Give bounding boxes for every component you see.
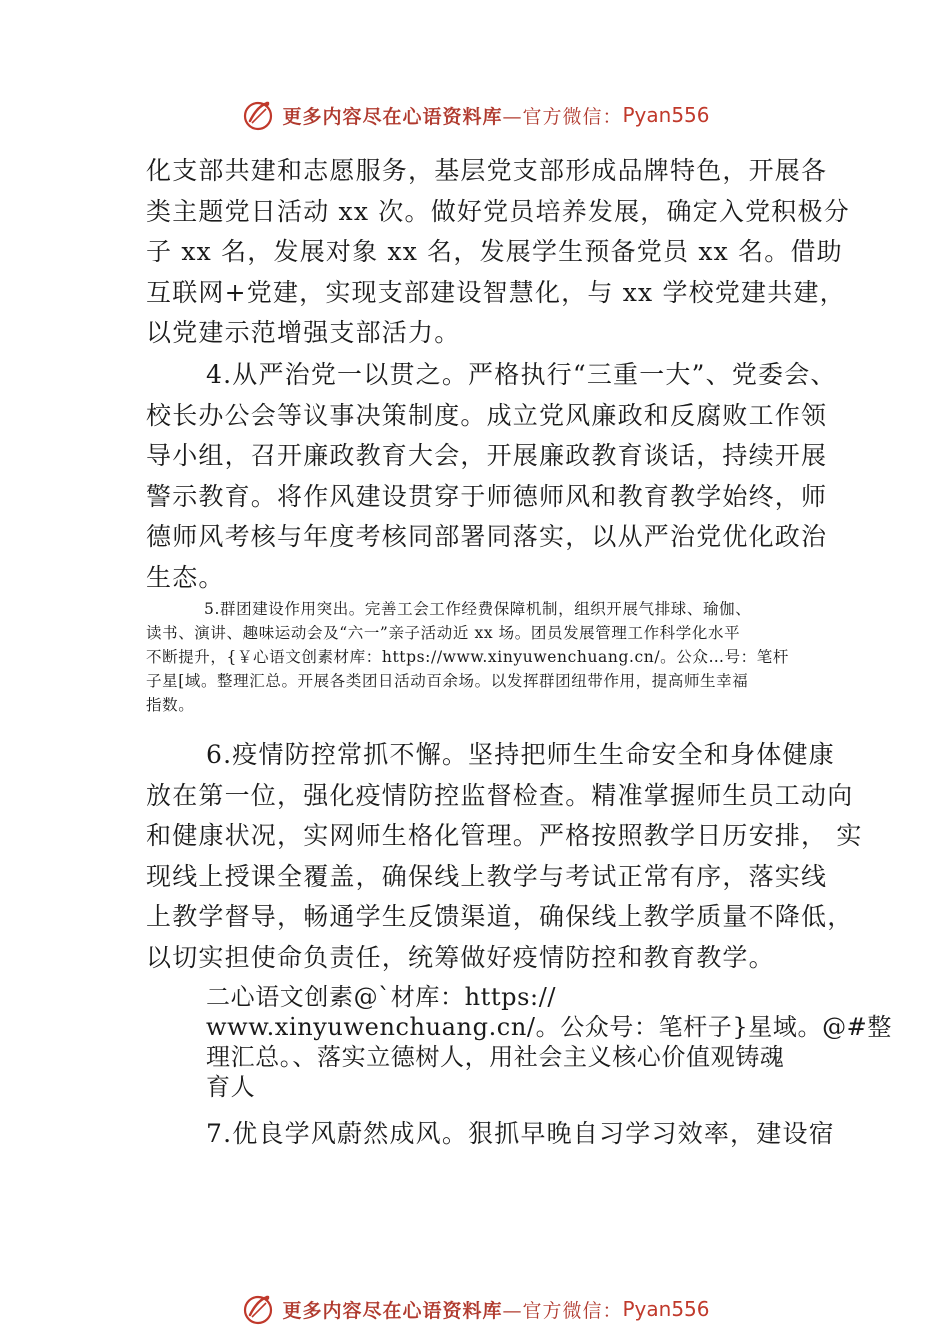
text-line: 德师风考核与年度考核同部署同落实，以从严治党优化政治 [146,522,828,551]
banner-wechat-label: —官方微信： [502,105,623,128]
text-line: 上教学督导，畅通学生反馈渠道，确保线上教学质量不降低， [146,902,854,931]
brand-logo-icon [240,97,276,133]
paragraph-4 [146,355,837,598]
banner-wechat-id: Pyan556 [622,1297,710,1321]
section-two-heading [206,982,892,1102]
paragraph-6 [146,735,863,978]
text-line: 育人 [206,1073,256,1101]
text-line: 子星[域。整理汇总。开展各类团日活动百余场。以发挥群团纽带作用，提高师生幸福 [146,672,749,690]
header-banner [0,93,950,137]
text-line: 类主题党日活动 xx 次。做好党员培养发展，确定入党积极分 [146,196,850,226]
text-line: 导小组，召开廉政教育大会，开展廉政教育谈话，持续开展 [146,441,828,470]
text-line: 5.群团建设作用突出。完善工会工作经费保障机制，组织开展气排球、瑜伽、 [204,600,752,618]
banner-title: 更多内容尽在心语资料库 [282,1299,503,1322]
footer-banner [0,1287,950,1331]
text-line: 不断提升，{￥心语文创素材库：https://www.xinyuwenchuang.cn/。公众…号：笔杆 [146,648,789,666]
text-line: 4.从严治党一以贯之。严格执行“三重一大”、党委会、 [206,360,837,389]
text-line: 7.优良学风蔚然成风。狠抓早晚自习学习效率，建设宿 [206,1119,835,1148]
banner-wechat-label: —官方微信： [502,1299,623,1322]
text-line: 生态。 [146,562,225,592]
paragraph-intro [146,151,850,354]
text-line: 指数。 [146,696,195,714]
brand-logo-icon [240,1291,276,1327]
text-line: 警示教育。将作风建设贯穿于师德师风和教育教学始终，师 [146,481,828,511]
text-line: 读书、演讲、趣味运动会及“六一”亲子活动近 xx 场。团员发展管理工作科学化水平 [146,624,741,642]
text-line: www.xinyuwenchuang.cn/。公众号：笔杆子}星域。@#整 [206,1013,892,1041]
text-line: 校长办公会等议事决策制度。成立党风廉政和反腐败工作领 [146,400,828,430]
text-line: 放在第一位，强化疫情防控监督检查。精准掌握师生员工动向 [146,780,854,810]
text-line: 6.疫情防控常抓不懈。坚持把师生生命安全和身体健康 [206,740,835,769]
text-line: 和健康状况，实网师生格化管理。严格按照教学日历安排， 实 [146,821,863,850]
paragraph-5 [146,597,826,717]
paragraph-7 [206,1114,846,1155]
text-line: 二心语文创素@`材库：https:// [206,983,557,1011]
banner-wechat-id: Pyan556 [622,103,710,127]
text-line: 以党建示范增强支部活力。 [146,318,461,347]
text-line: 现线上授课全覆盖，确保线上教学与考试正常有序，落实线 [146,861,828,891]
text-line: 子 xx 名，发展对象 xx 名，发展学生预备党员 xx 名。借助 [146,237,843,266]
banner-title: 更多内容尽在心语资料库 [282,105,503,128]
text-line: 理汇总。、落实立德树人，用社会主义核心价值观铸魂 [206,1043,785,1071]
text-line: 以切实担使命负责任，统筹做好疫情防控和教育教学。 [146,942,775,972]
text-line: 化支部共建和志愿服务，基层党支部形成品牌特色，开展各 [146,156,828,185]
text-line: 互联网+党建，实现支部建设智慧化，与 xx 学校党建共建， [146,277,846,307]
